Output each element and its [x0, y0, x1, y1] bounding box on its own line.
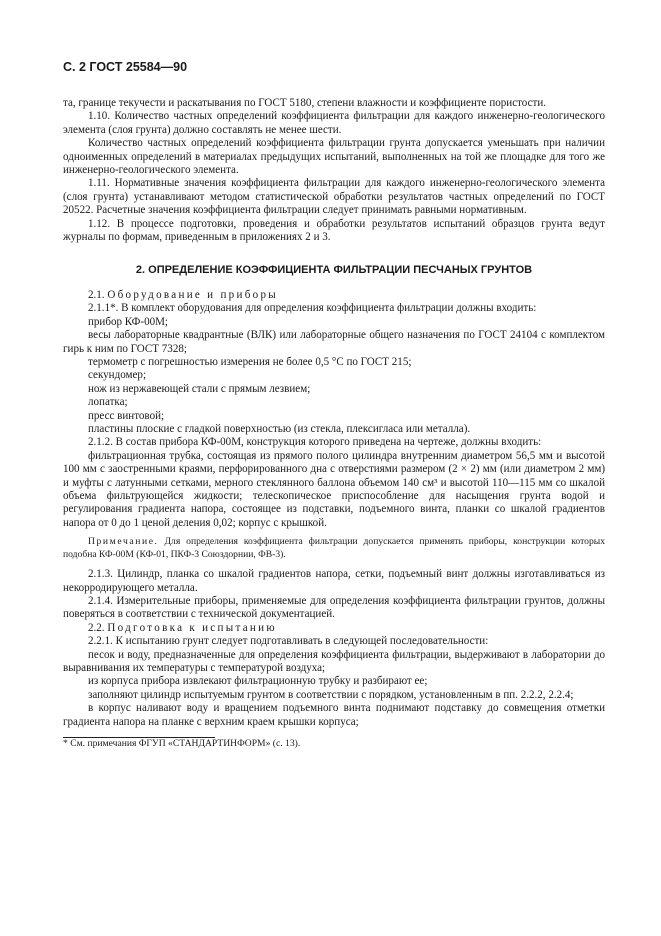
section-title: 2. ОПРЕДЕЛЕНИЕ КОЭФФИЦИЕНТА ФИЛЬТРАЦИИ ПЕСЧАНЫХ ГРУНТОВ [135, 264, 533, 277]
note-text: Для определения коэффициента фильтрации допускается применять приборы, конструкции которых подобна КФ-00М (КФ-01, ПКФ-3 Союздорнии, ФВ-3). [63, 536, 605, 560]
list-item: пластины плоские с гладкой поверхностью (из стекла, плексигласа или металла). [88, 422, 471, 435]
paragraph: 2.1.3. Цилиндр, планка со шкалой градиентов напора, сетки, подъемный винт должны изготавливаться из некорродирующего металла. [63, 568, 605, 594]
list-item: нож из нержавеющей стали с прямым лезвием; [88, 382, 311, 395]
document-page [63, 60, 605, 750]
footnote: * См. примечания ФГУП «СТАНДАРТИНФОРМ» (с. 13). [63, 738, 301, 750]
paragraph: 2.1.4. Измерительные приборы, применяемые для определения коэффициента фильтрации грунтов, должны поверяться в соответствии с технической документацией. [63, 595, 605, 621]
paragraph: 1.11. Нормативные значения коэффициента фильтрации для каждого инженерно-геологического элемента (слоя грунта) устанавливают методом статистической обработки результатов частных определений по ГОСТ 20522. Расчетные значения коэффициента фильтрации следует принимать равными нормативным. [63, 177, 605, 217]
list-item: песок и воду, предназначенные для определения коэффициента фильтрации, выдерживают в лаборатории до выравнивания их температуры с температурой воздуха; [63, 648, 605, 675]
paragraph: 2.1.1*. В комплект оборудования для определения коэффициента фильтрации должны входить: [88, 302, 537, 315]
paragraph: та, границе текучести и раскатывания по ГОСТ 5180, степени влажности и коэффициенте пористости. [63, 97, 547, 109]
list-item: термометр с погрешностью измерения не более 0,5 °С по ГОСТ 215; [88, 355, 412, 368]
subsection-title: Оборудование и приборы [107, 288, 278, 301]
list-item: в корпус наливают воду и вращением подъемного винта поднимают подставку до совмещения отметки градиента напора на планке с верхним краем крышки корпуса; [63, 702, 605, 728]
paragraph: 2.1.2. В состав прибора КФ-00М, конструкция которого приведена на чертеже, должны входить: [88, 436, 542, 449]
subsection-heading [63, 289, 605, 302]
subsection-title: Подготовка к испытанию [107, 621, 277, 634]
note-label: Примечание. [88, 536, 159, 548]
note [63, 536, 605, 561]
list-item: лопатка; [88, 396, 128, 409]
subsection-number: 2.1. [88, 288, 105, 301]
subsection-number: 2.2. [88, 621, 105, 634]
list-item: заполняют цилиндр испытуемым грунтом в соответствии с порядком, установленным в пп. 2.2.2, 2.2.4; [88, 688, 574, 701]
paragraph: Количество частных определений коэффициента фильтрации грунта допускается уменьшать при наличии одноименных определений в материалах предыдущих испытаний, выполненных на той же площадке для того же инженерно-геологического элемента. [63, 137, 605, 177]
paragraph: 2.2.1. К испытанию грунт следует подготавливать в следующей последовательности: [88, 635, 489, 648]
list-item: секундомер; [88, 369, 147, 382]
list-item: прибор КФ-00М; [88, 315, 169, 328]
subsection-heading [63, 622, 605, 635]
list-item: весы лабораторные квадрантные (ВЛК) или лабораторные общего назначения по ГОСТ 24104 с комплектом гирь к ним по ГОСТ 7328; [63, 329, 605, 355]
document-body [63, 97, 605, 750]
paragraph: 1.10. Количество частных определений коэффициента фильтрации для каждого инженерно-геологического элемента (слоя грунта) должно составлять не менее шести. [63, 110, 605, 136]
paragraph: 1.12. В процессе подготовки, проведения и обработки результатов испытаний образцов грунта ведут журналы по формам, приведенным в приложениях 2 и 3. [63, 217, 605, 244]
list-item: пресс винтовой; [88, 409, 165, 422]
paragraph: фильтрационная трубка, состоящая из прямого полого цилиндра внутренним диаметром 56,5 мм и высотой 100 мм с заостренными краями, перфорированного дна с отверстиями размером (2 × 2) мм (или диаметром 2 мм) и муфты с латунными сетками, мерного стеклянного баллона объемом 140 см³ и высотой 110—115 мм со шкалой объема фильтрующейся жидкости; телескопическое приспособление для насыщения грунта водой и регулирования градиента напора, состоящее из подставки, подъемного винта, планки со шкалой градиентов напора от 0 до 1 ценой деления 0,02; корпус с крышкой. [63, 449, 605, 529]
list-item: из корпуса прибора извлекают фильтрационную трубку и разбирают ее; [88, 675, 428, 688]
page-header: С. 2 ГОСТ 25584—90 [63, 60, 188, 74]
